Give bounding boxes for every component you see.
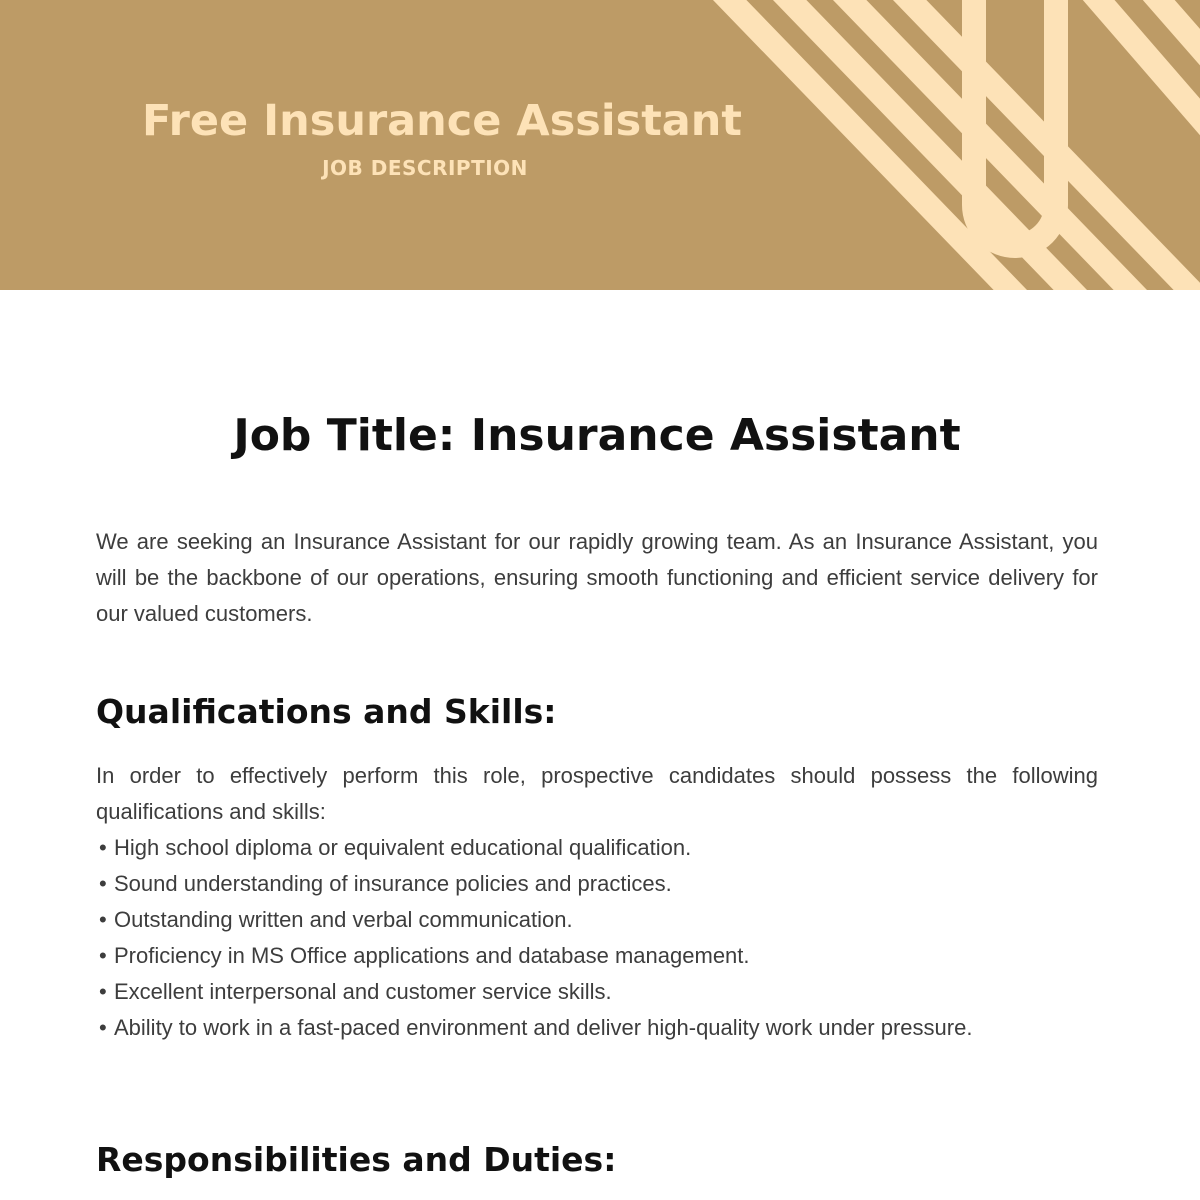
header-banner <box>0 0 1200 290</box>
list-item <box>96 938 1080 974</box>
bullet-icon: • <box>99 943 107 968</box>
list-item-text: Proficiency in MS Office applications and database management. <box>114 943 750 968</box>
list-item <box>96 902 1080 938</box>
intro-paragraph: We are seeking an Insurance Assistant for our rapidly growing team. As an Insurance Assistant, you will be the backbone of our operations, ensuring smooth functioning and efficient service delivery for our valued customers. <box>96 529 1098 626</box>
banner-subtitle: JOB DESCRIPTION <box>322 156 528 180</box>
bullet-icon: • <box>99 871 107 896</box>
bullet-icon: • <box>99 907 107 932</box>
list-item-text: Ability to work in a fast-paced environment and deliver high-quality work under pressure. <box>114 1015 973 1040</box>
qualifications-list <box>96 830 1080 1046</box>
bullet-icon: • <box>99 835 107 860</box>
responsibilities-heading: Responsibilities and Duties: <box>96 1140 617 1179</box>
bullet-icon: • <box>99 979 107 1004</box>
job-title: Job Title: Insurance Assistant <box>233 410 961 461</box>
bullet-icon: • <box>99 1015 107 1040</box>
qualifications-heading: Qualifications and Skills: <box>96 692 557 731</box>
list-item-text: Excellent interpersonal and customer service skills. <box>114 979 612 1004</box>
banner-title: Free Insurance Assistant <box>142 96 742 146</box>
list-item <box>96 830 1080 866</box>
list-item <box>96 1010 1080 1046</box>
list-item-text: Sound understanding of insurance policies and practices. <box>114 871 672 896</box>
list-item-text: Outstanding written and verbal communication. <box>114 907 573 932</box>
list-item <box>96 866 1080 902</box>
list-item-text: High school diploma or equivalent educational qualification. <box>114 835 692 860</box>
qualifications-intro: In order to effectively perform this role, prospective candidates should possess the following qualifications and skills: <box>96 763 1098 824</box>
list-item <box>96 974 1080 1010</box>
